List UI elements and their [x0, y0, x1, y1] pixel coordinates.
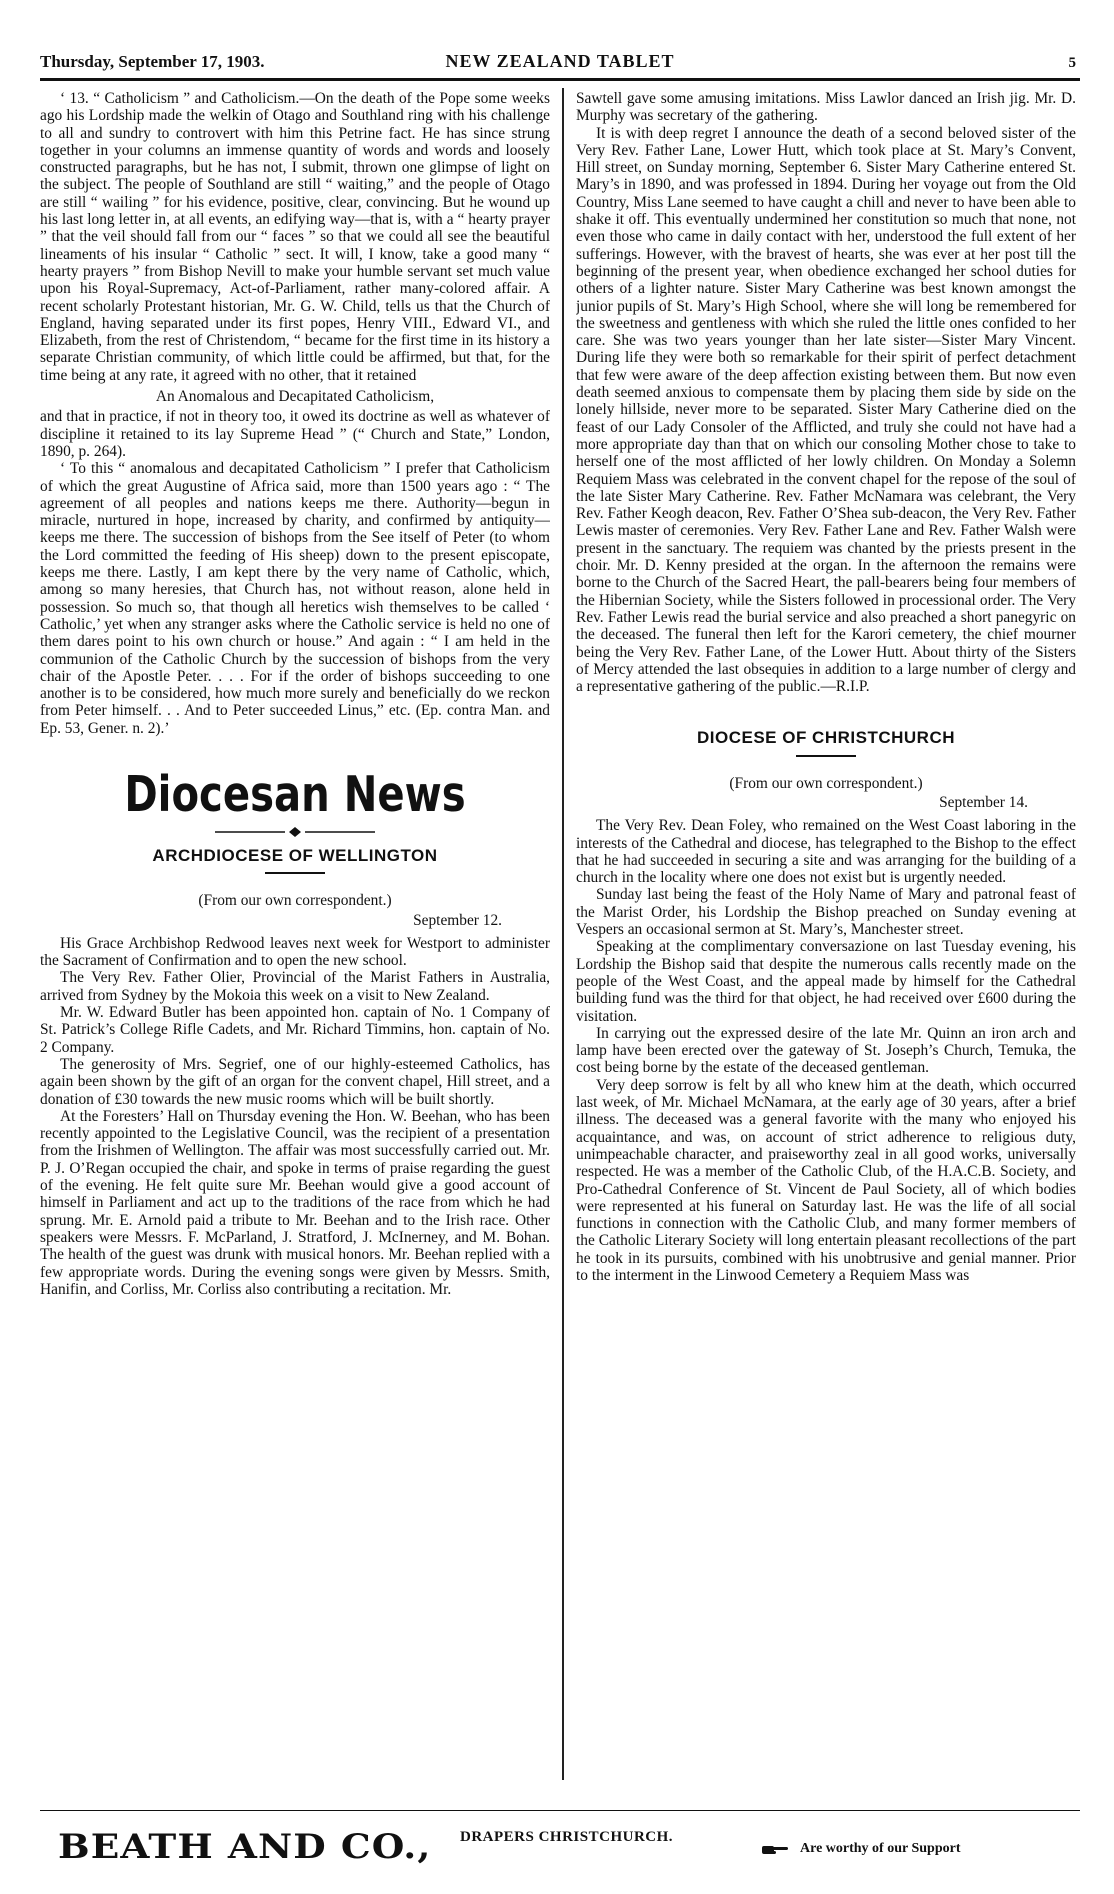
diocesan-news-heading: Diocesan News — [124, 765, 466, 823]
correspondent-line: (From our own correspondent.) — [198, 892, 392, 910]
ornament-divider-icon — [215, 827, 375, 837]
letter-paragraph: and that in practice, if not in theory too, it owed its doctrine as well as whatever of discipline it retained to its lay Supreme Head ” (“ Church and State,” London, 1890, p. 264). — [40, 408, 550, 460]
column-divider — [562, 88, 564, 1780]
christchurch-heading: DIOCESE OF CHRISTCHURCH — [696, 728, 955, 748]
news-paragraph: The Very Rev. Dean Foley, who remained on the West Coast laboring in the interests of the Cathedral and diocese, has telegraphed to the Bishop to the effect that he had succeeded in securing a site and was arranging for the building of a church in the locality where one does not exist but is urgently needed. — [576, 817, 1076, 887]
letter-paragraph: ‘ To this “ anomalous and decapitated Catholicism ” I prefer that Catholicism of which the great Augustine of Africa said, more than 1500 years ago : “ The agreement of all peoples and nations keeps me there. Authority—begun in miracle, nurtured in hope, increased by charity, and confirmed by antiquity—keeps me there. The succession of bishops from the See itself of Peter (to whom the Lord committed the feeding of His sheep) down to the present episcopate, keeps me there. Lastly, I am kept there by the very name of Catholic, which, among so many heresies, that Church has, not without reason, alone held in possession. So much so, that though all heretics wish themselves to be called ‘ Catholic,’ yet when any stranger asks where the Catholic service is held no one of them dares point to his own church or house.” And again : “ I am held in the communion of the Catholic Church by the succession of bishops from the very chair of the Apostle Peter. . . . For if the order of bishops succeeding to one another is to be considered, how much more surely and beneficially do we reckon from Peter himself. . . And to Peter succeeded Linus,” etc. (Ep. contra Man. and Ep. 53, Gener. n. 2).’ — [40, 460, 550, 737]
issue-date: Thursday, September 17, 1903. — [40, 52, 265, 71]
news-paragraph: Sunday last being the feast of the Holy Name of Mary and patronal feast of the Marist Order, his Lordship the Bishop preached on Sunday evening at Vespers an occasional sermon at St. Mary’s, Manchester street. — [576, 886, 1076, 939]
news-paragraph: Mr. W. Edward Butler has been appointed hon. captain of No. 1 Company of St. Patrick’s College Rifle Cadets, and Mr. Richard Timmins, hon. captain of No. 2 Company. — [40, 1004, 550, 1056]
heading-rule — [796, 755, 856, 757]
page-number: 5 — [1068, 55, 1076, 71]
pointing-hand-icon — [760, 1841, 790, 1857]
left-column — [40, 90, 550, 1778]
masthead — [40, 48, 1080, 81]
dateline: September 14. — [939, 793, 1028, 811]
news-paragraph: His Grace Archbishop Redwood leaves next week for Westport to administer the Sacrament of Confirmation and to open the new school. — [40, 934, 550, 970]
news-paragraph: At the Foresters’ Hall on Thursday evening the Hon. W. Beehan, who has been recently appointed to the Legislative Council, was the recipient of a presentation from the Irishmen of Wellington. The affair was most successfully carried out. Mr. P. J. O’Regan occupied the chair, and spoke in terms of praise regarding the guest of the evening. He felt quite sure Mr. Beehan would give a good account of himself in Parliament and act up to the traditions of the race from which he had sprung. Mr. E. Arnold paid a tribute to Mr. Beehan and to the Irish race. Other speakers were Messrs. F. McParland, J. Stratford, J. McInerney, and M. Bohan. The health of the guest was drunk with musical honors. Mr. Beehan replied with a few appropriate words. During the evening songs were given by Messrs. Smith, Hanifin, and Corliss, Mr. Corliss also contributing a recitation. Mr. — [40, 1107, 550, 1298]
letter-subheading: An Anomalous and Decapitated Catholicism, — [155, 388, 435, 406]
obituary-paragraph: It is with deep regret I announce the death of a second beloved sister of the Very Rev. Father Lane, Lower Hutt, which took place at St. Mary’s Convent, Hill street, on Sunday morning, September 6. Sister Mary Catherine entered St. Mary’s in 1890, and was professed in 1894. During her voyage out from the Old Country, Miss Lane seemed to have caught a chill and never to have been able to shake it off. This eventually undermined her constitution so much that none, not even those who came in daily contact with her, understood the full extent of her sufferings. However, with the bravest of hearts, she was ever at her post till the beginning of the present year, when obedience exchanged her school duties for others of a lighter nature. Sister Mary Catherine was best known amongst the junior pupils of St. Mary’s High School, where she will long be remembered for the sweetness and gentleness with which she ruled the little ones confided to her care. She was two years younger than her late sister—Sister Mary Vincent. During life they were both so remarkable for their spirit of perfect detachment that few were aware of the deep affection existing between them. But now even death seemed anxious to compensate them by placing them side by side on the lonely hillside, never more to be separated. Sister Mary Catherine died on the feast of our Lady Consoler of the Afflicted, and truly she could not have had a more appropriate day than that on which our consoling Mother chose to take to herself one of the most afflicted of her lowly children. On Monday a Solemn Requiem Mass was celebrated in the convent chapel for the repose of the soul of the late Sister Mary Catherine. Rev. Father McNamara was celebrant, the Very Rev. Father Keogh deacon, Rev. Father O’Shea sub-deacon, the Very Rev. Father Lewis master of ceremonies. Very Rev. Father Lane and Rev. Father Walsh were present in the sanctuary. The requiem was chanted by the priests present in the choir. Mr. D. Kenny presided at the organ. In the afternoon the remains were borne to the Church of the Sacred Heart, the pall-bearers being four members of the Hibernian Society, while the Sisters followed in processional order. The Very Rev. Father Lewis read the burial service and also preached a short panegyric on the deceased. The funeral then left for the Karori cemetery, the chief mourner being the Very Rev. Father Lane, of the Lower Hutt. About thirty of the Sisters of Mercy attended the last obsequies in addition to a large number of clergy and a representative gathering of the public.—R.I.P. — [576, 124, 1076, 696]
news-paragraph: Speaking at the complimentary conversazione on last Tuesday evening, his Lordship the Bishop said that despite the numerous calls recently made on the people of the West Coast, and the appeal made by himself for the Cathedral building fund was the third for that object, he had received over £600 during the visitation. — [576, 938, 1076, 1025]
heading-rule — [265, 872, 325, 874]
advertiser-name: BEATH AND CO., — [58, 1827, 432, 1867]
right-column — [576, 90, 1076, 1778]
advertiser-slogan: Are worthy of our Support — [800, 1841, 961, 1856]
advertisement-footer — [40, 1810, 1080, 1871]
news-paragraph: The generosity of Mrs. Segrief, one of our highly-esteemed Catholics, has again been shown by the gift of an organ for the convent chapel, Hill street, and a donation of £30 towards the new music rooms which will be built shortly. — [40, 1055, 550, 1108]
advertiser-trade: DRAPERS CHRISTCHURCH. — [460, 1829, 674, 1845]
news-paragraph: Sawtell gave some amusing imitations. Miss Lawlor danced an Irish jig. Mr. D. Murphy was secretary of the gathering. — [576, 90, 1076, 125]
publication-title: NEW ZEALAND TABLET — [445, 51, 675, 71]
wellington-heading: ARCHDIOCESE OF WELLINGTON — [152, 845, 438, 865]
news-paragraph: In carrying out the expressed desire of the late Mr. Quinn an iron arch and lamp have been erected over the gateway of St. Joseph’s Church, Temuka, the cost being borne by the estate of the deceased gentleman. — [576, 1024, 1076, 1077]
news-paragraph: The Very Rev. Father Olier, Provincial of the Marist Fathers in Australia, arrived from Sydney by the Mokoia this week on a visit to New Zealand. — [40, 969, 550, 1004]
letter-paragraph: ‘ 13. “ Catholicism ” and Catholicism.—On the death of the Pope some weeks ago his Lordship made the welkin of Otago and Southland ring with his challenge to all and sundry to controvert with him this Petrine fact. He has since strung together in your columns an immense quantity of words and words and loosely constructed paragraphs, but he has not, I submit, thrown one glimpse of light on the subject. The people of Southland are still “ waiting,” and the people of Otago are still “ wailing ” for his evidence, positive, clear, convincing. But he wound up his last long letter in, at all events, an edifying way—that is, with a “ hearty prayer ” that the veil should fall from our “ faces ” so that we could all see the beautiful lineaments of his insular “ Catholic ” sect. It will, I know, take a good many “ hearty prayers ” from Bishop Nevill to make your humble servant set much value upon his Royal-Supremacy, Act-of-Parliament, rather many-colored affair. A recent scholarly Protestant historian, Mr. G. W. Child, tells us that the Church of England, having separated under its first popes, Henry VIII., Edward VI., and Elizabeth, from the rest of Christendom, “ became for the first time in its history a separate Christian community, of which little could be affirmed, but that, for the time being at any rate, it agreed with no other, that it retained — [40, 90, 550, 384]
news-paragraph: Very deep sorrow is felt by all who knew him at the death, which occurred last week, of Mr. Michael McNamara, at the early age of 30 years, after a brief illness. The deceased was a general favorite with the many who enjoyed his acquaintance, and was, on account of strict adherence to religious duty, unimpeachable character, and praiseworthy zeal in all good works, universally respected. He was a member of the Catholic Club, of the H.A.C.B. Society, and Pro-Cathedral Conference of St. Vincent de Paul Society, all of which bodies were represented at his funeral on Saturday last. He was the life of all social functions in connection with the Catholic Club, and many former members of the Catholic Literary Society will long entertain pleasant recollections of the part he took in its pursuits, combined with his unobtrusive and genial manner. Prior to the interment in the Linwood Cemetery a Requiem Mass was — [576, 1076, 1076, 1284]
dateline: September 12. — [413, 911, 502, 929]
correspondent-line: (From our own correspondent.) — [729, 774, 923, 792]
